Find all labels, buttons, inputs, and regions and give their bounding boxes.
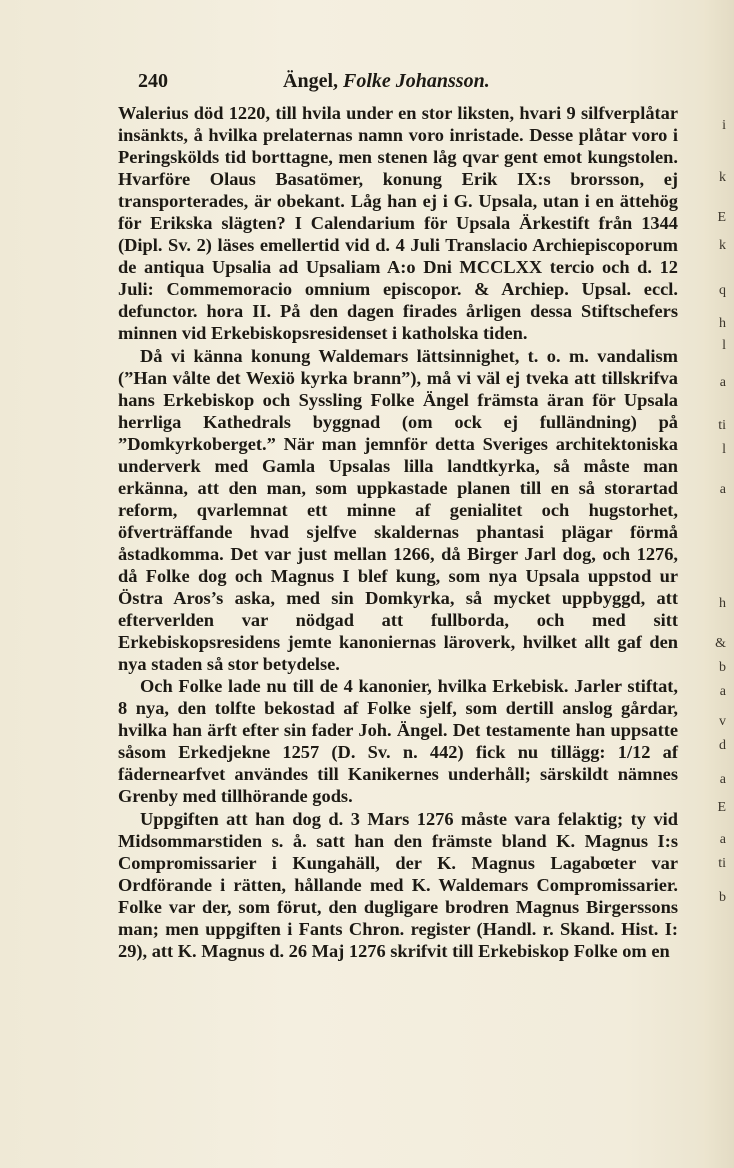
facing-page-edge [704, 0, 734, 1168]
margin-mark: b [719, 660, 726, 675]
margin-mark: ti [718, 856, 726, 871]
paragraph-1: Walerius död 1220, till hvila under en stor liksten, hvari 9 silfverplåtar insänkts, å hvilka prelaternas namn voro inristade. Desse plåtar voro i Peringskölds tid borttagne, men stenen låg qvar gent emot kungstolen. Hvarföre Olaus Basatömer, konung Erik IX:s brorsson, ej transporterades, är obekant. Låg han ej i G. Upsala, utan i en ättehög för Erikska slägten? I Calendarium för Upsala Ärkestift från 1344 (Dipl. Sv. 2) läses emellertid vid d. 4 Juli Translacio Archiepiscoporum de antiqua Upsalia ad Upsaliam A:o Dni MCCLXX tercio och d. 12 Juli: Commemoracio omnium episcopor. & Archiep. Upsal. eccl. defunctor. hora II. På den dagen firades årligen dessa Stiftschefers minnen vid Erkebiskopsresidenset i katholska tiden. [118, 103, 678, 344]
paragraph-2: Då vi känna konung Waldemars lättsinnighet, t. o. m. vandalism (”Han vålte det Wexiö kyrka brann”), må vi väl ej tveka att tillskrifva hans Erkebiskop och Syssling Folke Ängel främsta äran för Upsala herrliga Kathedrals byggnad (om ock ej fulländning) på ”Domkyrkoberget.” När man jemnför detta Sveriges architektoniska underverk med Gamla Upsalas lilla landtkyrka, så måste man erkänna, att den man, som uppkastade planen till en så storartad reform, qvarlemnat ett minne af genialitet och hugstorhet, öfverträffande hvad sjelfve skaldernas phantasi plägar förmå åstadkomma. Det var just mellan 1266, då Birger Jarl dog, och 1276, då Folke dog och Magnus I blef kung, som nya Upsala uppstod ur Östra Aros’s aska, med sin Domkyrka, så mycket uppbyggd, att efterverlden var nödgad att fullborda, och med sitt Erkebiskopsresidens jemte kanoniernas läroverk, hvilket allt gaf den nya staden så stor betydelse. [118, 345, 678, 675]
margin-mark: l [722, 442, 726, 457]
margin-mark: a [719, 375, 726, 390]
running-title-name: Ängel, [283, 70, 338, 92]
page-number: 240 [138, 70, 168, 92]
margin-mark: a [719, 772, 726, 787]
margin-mark: E [717, 800, 726, 815]
running-title [283, 70, 490, 93]
margin-mark: d [719, 738, 726, 753]
margin-mark: l [722, 338, 726, 353]
margin-mark: v [719, 714, 726, 729]
margin-mark: q [719, 283, 726, 298]
margin-mark: k [719, 170, 726, 185]
body-text [118, 102, 678, 962]
margin-mark: & [715, 636, 726, 651]
margin-mark: b [719, 890, 726, 905]
margin-mark: h [719, 316, 726, 331]
margin-mark: E [717, 210, 726, 225]
running-header [118, 70, 678, 96]
paragraph-4: Uppgiften att han dog d. 3 Mars 1276 måste vara felaktig; ty vid Midsommarstiden s. å. satt han den främste bland K. Magnus I:s Compromissarier i Kungahäll, der K. Magnus Lagabœter var Ordförande i rätten, hållande med K. Waldemars Compromissarier. Folke var der, som förut, den dugligare brodren Magnus Birgerssons man; men uppgiften i Fants Chron. register (Handl. r. Skand. Hist. I: 29), att K. Magnus d. 26 Maj 1276 skrifvit till Erkebiskop Folke om en [118, 808, 678, 961]
margin-mark: a [719, 832, 726, 847]
paragraph-3: Och Folke lade nu till de 4 kanonier, hvilka Erkebisk. Jarler stiftat, 8 nya, den tolfte bekostad af Folke sjelf, som dertill anslog gårdar, hvilka han ärft efter sin fader Joh. Ängel. Det testamente han uppsatte såsom Erkedjekne 1257 (D. Sv. n. 442) fick nu tillägg: 1/12 af fädernearfvet användes till Kanikernes underhåll; särskildt nämnes Grenby med tillhörande gods. [118, 676, 678, 807]
margin-mark: a [719, 482, 726, 497]
margin-mark: ti [718, 418, 726, 433]
margin-mark: a [719, 684, 726, 699]
running-title-italic: Folke Johansson. [343, 70, 490, 92]
margin-mark: h [719, 596, 726, 611]
margin-mark: i [722, 118, 726, 133]
margin-mark: k [719, 238, 726, 253]
